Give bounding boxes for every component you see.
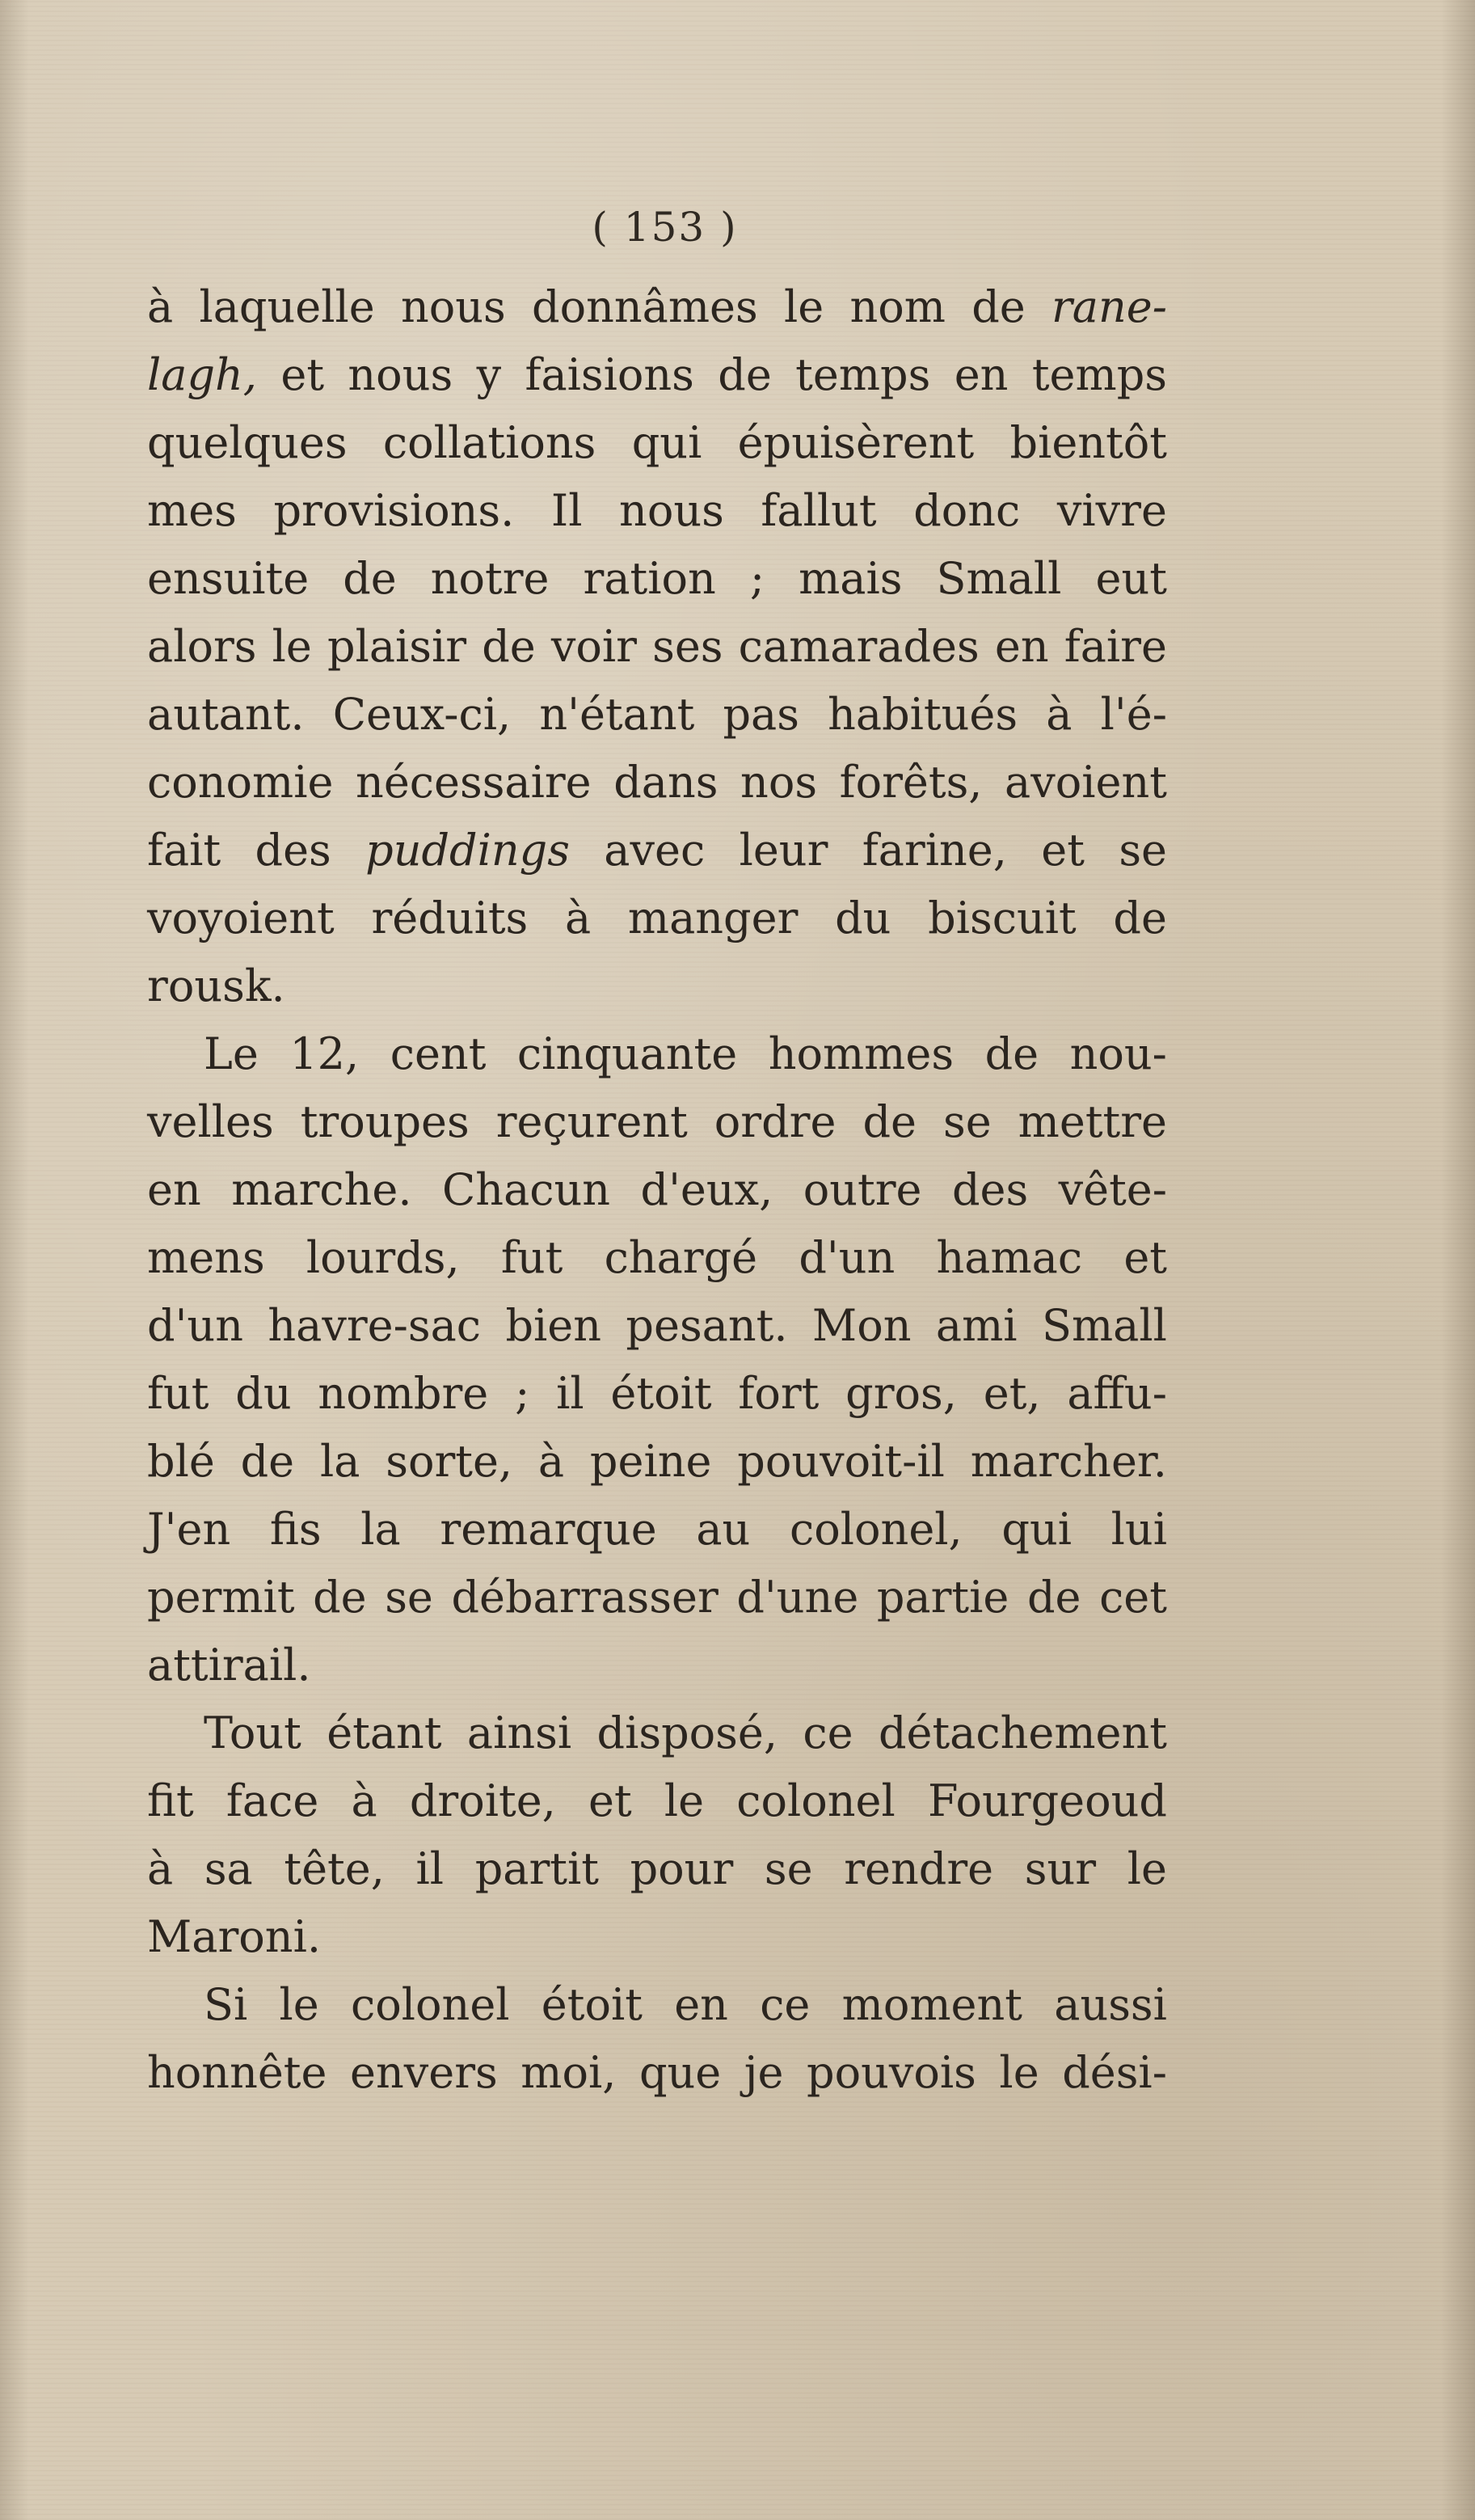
- text-line: Le 12, cent cinquante hommes de nou-: [204, 1028, 1167, 1079]
- paragraph: [147, 273, 1167, 1020]
- text-line: voyoient réduits à manger du biscuit de: [147, 893, 1167, 943]
- text-line: fit face à droite, et le colonel Fourgeoud: [147, 1775, 1167, 1826]
- text-line: J'en fis la remarque au colonel, qui lui: [147, 1504, 1167, 1555]
- text-line: quelques collations qui épuisèrent bientôt: [147, 417, 1167, 468]
- left-edge-shadow: [0, 0, 29, 2520]
- paragraph: [147, 1699, 1167, 1971]
- paragraph: [147, 1020, 1167, 1699]
- paragraph: [147, 1971, 1167, 2107]
- text-line: à laquelle nous donnâmes le nom de rane-: [147, 281, 1167, 332]
- text-line: autant. Ceux-ci, n'étant pas habitués à l'é-: [147, 689, 1167, 740]
- text-line: blé de la sorte, à peine pouvoit-il marcher.: [147, 1436, 1167, 1487]
- text-line: mens lourds, fut chargé d'un hamac et: [147, 1232, 1167, 1283]
- text-line: honnête envers moi, que je pouvois le dési-: [147, 2047, 1167, 2098]
- text-line: mes provisions. Il nous fallut donc vivre: [147, 485, 1167, 536]
- text-line: rousk.: [147, 960, 285, 1011]
- text-line: d'un havre-sac bien pesant. Mon ami Small: [147, 1300, 1167, 1351]
- text-line: à sa tête, il partit pour se rendre sur le: [147, 1843, 1167, 1894]
- text-line: conomie nécessaire dans nos forêts, avoient: [147, 757, 1167, 808]
- text-line: permit de se débarrasser d'une partie de cet: [147, 1572, 1167, 1623]
- text-line: Si le colonel étoit en ce moment aussi: [204, 1979, 1167, 2030]
- text-line: fait des puddings avec leur farine, et se: [147, 825, 1167, 876]
- text-line: alors le plaisir de voir ses camarades en faire: [147, 621, 1167, 672]
- text-line: fut du nombre ; il étoit fort gros, et, affu-: [147, 1368, 1167, 1419]
- text-line: velles troupes reçurent ordre de se mettre: [147, 1096, 1167, 1147]
- text-line: Maroni.: [147, 1911, 322, 1962]
- text-line: Tout étant ainsi disposé, ce détachement: [204, 1707, 1167, 1758]
- text-line: lagh, et nous y faisions de temps en temps: [147, 349, 1167, 400]
- text-line: ensuite de notre ration ; mais Small eut: [147, 553, 1167, 604]
- body-text: [147, 273, 1167, 2107]
- text-line: en marche. Chacun d'eux, outre des vête-: [147, 1164, 1167, 1215]
- page-number: ( 153 ): [592, 204, 738, 251]
- right-edge-shadow: [1441, 0, 1475, 2520]
- text-line: attirail.: [147, 1640, 311, 1691]
